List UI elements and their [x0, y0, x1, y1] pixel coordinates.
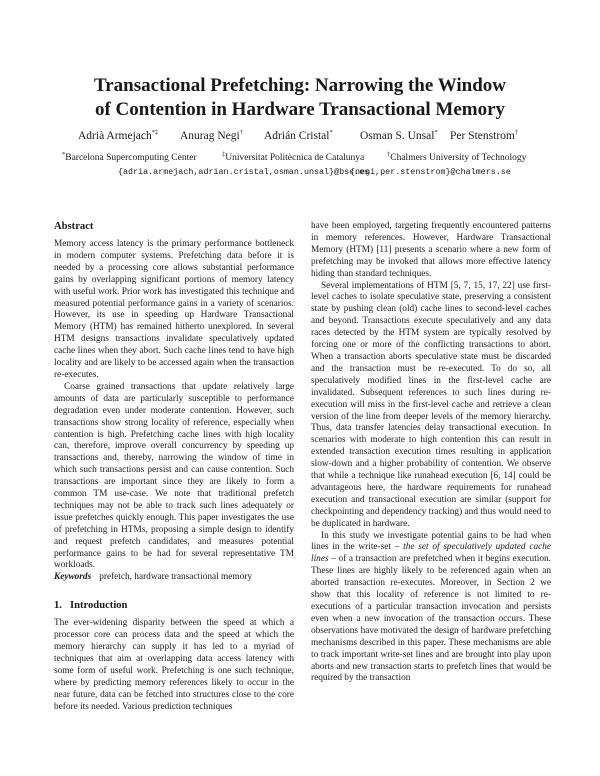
keywords-text: prefetch, hardware transactional memory [99, 572, 253, 583]
intro-paragraph-2: have been employed, targeting frequently encountered patterns in memory references. However, Hardware Transactional Memory (HTM) [11] presents a scenario where a new form of prefetching may be invoked that allows more effective latency hiding than standard techniques. [311, 221, 551, 279]
email-bsc: {adria.armejach,adrian.cristal,osman.unsal}@bsc.es [118, 167, 370, 177]
affiliation-2 [222, 150, 365, 163]
author-name: Anurag Negi [180, 130, 240, 142]
affiliation-name: Barcelona Supercomputing Center [65, 153, 197, 163]
section-number: 1. [54, 600, 62, 612]
author-name: Adrià Armejach [78, 130, 152, 142]
email-chalmers: {negi,per.stenstrom}@chalmers.se [350, 167, 511, 177]
author-2 [180, 130, 243, 142]
abstract-paragraph-1: Memory access latency is the primary performance bottleneck in modern computer systems. Prefetching data before it is needed by a processing core allows substantial performance gains by overlapping significant portions of memory latency with useful work. Prior work has investigated this technique and measured potential performance gains in a variety of scenarios. However, its use in speeding up Hardware Transactional Memory (HTM) has remained hitherto unexplored. In several HTM designs transactions invalidate speculatively updated cache lines when they abort. Such cache lines tend to have high locality and are likely to be accessed again when the transaction re-executes. [54, 239, 294, 380]
left-column [54, 220, 294, 714]
author-name: Adrián Cristal [264, 130, 330, 142]
section-title: Introduction [69, 600, 128, 612]
author-name: Osman S. Unsal [360, 130, 435, 142]
author-1 [78, 130, 158, 142]
intro-p4-emphasis: the set of speculatively updated cache lines [311, 542, 551, 565]
section-heading-introduction [54, 599, 294, 613]
affiliation-1 [62, 150, 197, 163]
affiliation-3 [387, 150, 527, 163]
abstract-heading: Abstract [54, 221, 94, 232]
author-3 [264, 130, 333, 142]
affiliation-list [0, 150, 600, 167]
intro-p4-start: In this study we investigate potential gains to be had when lines in the write-set – [311, 530, 551, 553]
affiliation-name: Universitat Politècnica de Catalunya [225, 153, 365, 163]
author-mark: *‡ [151, 129, 159, 137]
intro-paragraph-1: The ever-widening disparity between the speed at which a processor core can process data and the speed at which the memory hierarchy can supply it has led to a myriad of techniques that aim at overlapping data access latency with some form of useful work. Prefetching is one such technique, where by predicting memory references likely to occur in the near future, data can be fetched into structures close to the core before its needed. Various prediction techniques [54, 618, 294, 712]
affiliation-mark: † [387, 150, 391, 158]
title-line-1: Transactional Prefetching: Narrowing the Window [93, 75, 507, 96]
author-name: Per Stenstrom [450, 130, 515, 142]
author-5 [450, 130, 518, 142]
intro-paragraph-4 [311, 531, 551, 686]
keywords-label: Keywords [54, 572, 92, 583]
right-column [311, 221, 551, 685]
keywords [54, 572, 294, 584]
author-mark: † [239, 129, 243, 137]
author-mark: * [329, 129, 333, 137]
abstract-paragraph-2: Coarse grained transactions that update relatively large amounts of data are particularly susceptible to performance degradation even under moderate contention. However, such transactions show strong locality of reference, especially when contention is high. Prefetching cache lines with high locality can, therefore, improve overall concurrency by speeding up transactions and, thereby, narrowing the window of time in which such transactions persist and can cause contention. Such transactions are important since they are likely to form a common TM use-case. We note that traditional prefetch techniques may not be able to track such lines adequately or issue prefetches quickly enough. This paper investigates the use of prefetching in HTMs, proposing a simple design to identify and request prefetch candidates, and measures potential performance gains to be had for several representative TM workloads. [54, 381, 294, 571]
affiliation-mark: * [62, 150, 66, 158]
affiliation-name: Chalmers University of Technology [390, 153, 527, 163]
paper-title [0, 74, 600, 122]
intro-paragraph-3: Several implementations of HTM [5, 7, 15, 17, 22] use first-level caches to isolate speculative state, preserving a consistent state by pushing clean (old) cache lines to second-level caches and beyond. Transactions execute speculatively and any data races detected by the HTM system are typically resolved by forcing one or more of the conflicting transactions to abort. When a transaction aborts speculative state must be discarded and the transaction must be re-executed. To do so, all speculatively modified lines in the first-level cache are invalidated. Subsequent references to such lines during re-execution will miss in the first-level cache and retrieve a clean version of the line from deeper levels of the memory hierarchy. Thus, data transfer latencies delay transactional execution. In scenarios with moderate to high contention this can result in extended transaction execution times resulting in application slow-down and a higher probability of contention. We observe that while a technique like runahead execution [6, 14] could be advantageous here, the hardware requirements for runahead execution and transactional execution are similar (support for checkpointing and dependency tracking) and thus would need to be duplicated in hardware. [311, 280, 551, 529]
author-mark: * [434, 129, 438, 137]
affiliation-mark: ‡ [222, 150, 226, 158]
intro-p4-rest: – of a transaction are prefetched when it begins execution. These lines are highly likely to be referenced again when an aborted transaction re-executes. Moreover, in Section 2 we show that this locality of reference is not limited to re-executions of a particular transaction invocation and persists even when a new invocation of the transaction occurs. These observations have motivated the design of hardware prefetching mechanisms described in this paper. These mechanisms are able to track important write-set lines and are brought into play upon aborts and new transaction starts to prefetch lines that would be required by the transaction [311, 554, 551, 684]
author-mark: † [514, 129, 519, 137]
title-line-2: of Contention in Hardware Transactional Memory [94, 99, 506, 120]
author-list [0, 130, 600, 146]
email-list [0, 167, 600, 181]
author-4 [360, 130, 438, 142]
